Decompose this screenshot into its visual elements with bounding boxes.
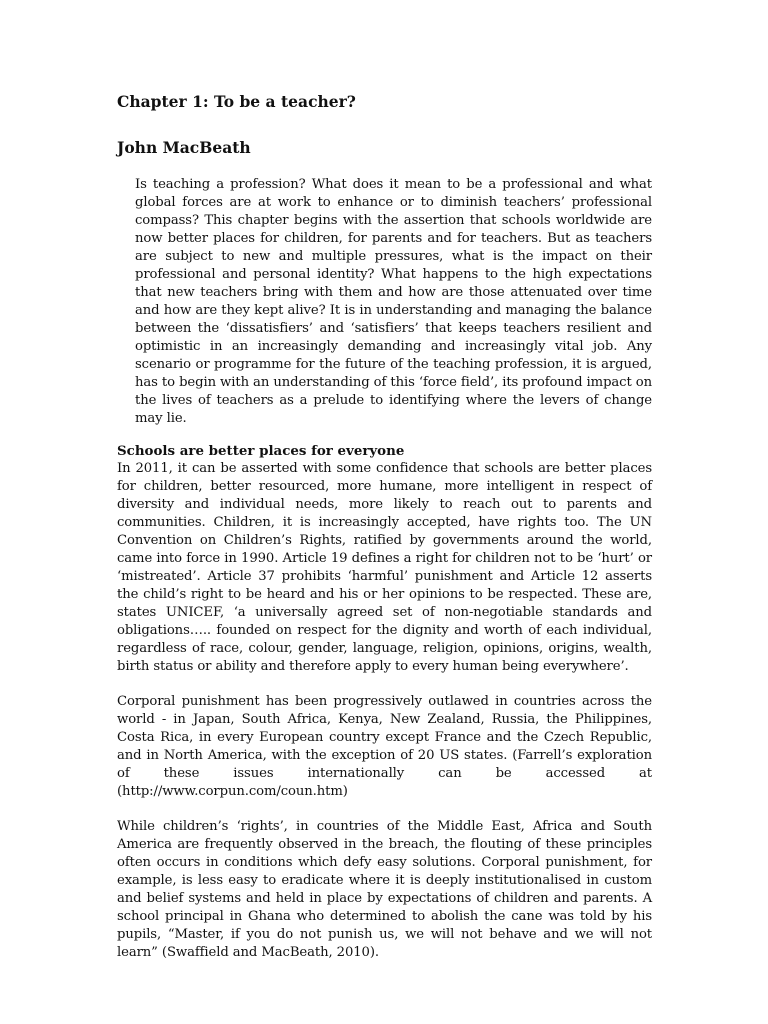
author-name: John MacBeath xyxy=(117,138,251,157)
section-heading: Schools are better places for everyone xyxy=(117,443,405,459)
body-paragraph-3: While children’s ‘rights’, in countries of the Middle East, Africa and South America are frequently observed in the breach, the flouting of these principles often occurs in conditions which defy easy solutions. Corporal punishment, for example, is less easy to eradicate where it is deeply institutionalised in custom and belief systems and held in place by expectations of children and parents. A school principal in Ghana who determined to abolish the cane was told by his pupils, “Master, if you do not punish us, we will not behave and we will not learn” (Swaffield and MacBeath, 2010). xyxy=(117,819,652,960)
body-paragraph-1: In 2011, it can be asserted with some confidence that schools are better places for children, better resourced, more humane, more intelligent in respect of diversity and individual needs, more likely to reach out to parents and communities. Children, it is increasingly accepted, have rights too. The UN Convention on Children’s Rights, ratified by governments around the world, came into force in 1990. Article 19 defines a right for children not to be ‘hurt’ or ‘mistreated’. Article 37 prohibits ‘harmful’ punishment and Article 12 asserts the child’s right to be heard and his or her opinions to be respected. These are, states UNICEF, ‘a universally agreed set of non-negotiable standards and obligations….. founded on respect for the dignity and worth of each individual, regardless of race, colour, gender, language, religion, opinions, origins, wealth, birth status or ability and therefore apply to every human being everywhere’. xyxy=(117,461,652,674)
body-paragraph-2: Corporal punishment has been progressively outlawed in countries across the world - in Japan, South Africa, Kenya, New Zealand, Russia, the Philippines, Costa Rica, in every European country except France and the Czech Republic, and in North America, with the exception of 20 US states. (Farrell’s exploration of these issues internationally can be accessed at (http://www.corpun.com/coun.htm) xyxy=(117,694,652,799)
chapter-title: Chapter 1: To be a teacher? xyxy=(117,92,356,111)
abstract-paragraph: Is teaching a profession? What does it mean to be a professional and what global forces are at work to enhance or to diminish teachers’ professional compass? This chapter begins with the assertion that schools worldwide are now better places for children, for parents and for teachers. But as teachers are subject to new and multiple pressures, what is the impact on their professional and personal identity? What happens to the high expectations that new teachers bring with them and how are those attenuated over time and how are they kept alive? It is in understanding and managing the balance between the ‘dissatisfiers’ and ‘satisfiers’ that keeps teachers resilient and optimistic in an increasingly demanding and increasingly vital job. Any scenario or programme for the future of the teaching profession, it is argued, has to begin with an understanding of this ‘force field’, its profound impact on the lives of teachers as a prelude to identifying where the levers of change may lie. xyxy=(135,177,652,426)
document-page xyxy=(117,92,652,962)
